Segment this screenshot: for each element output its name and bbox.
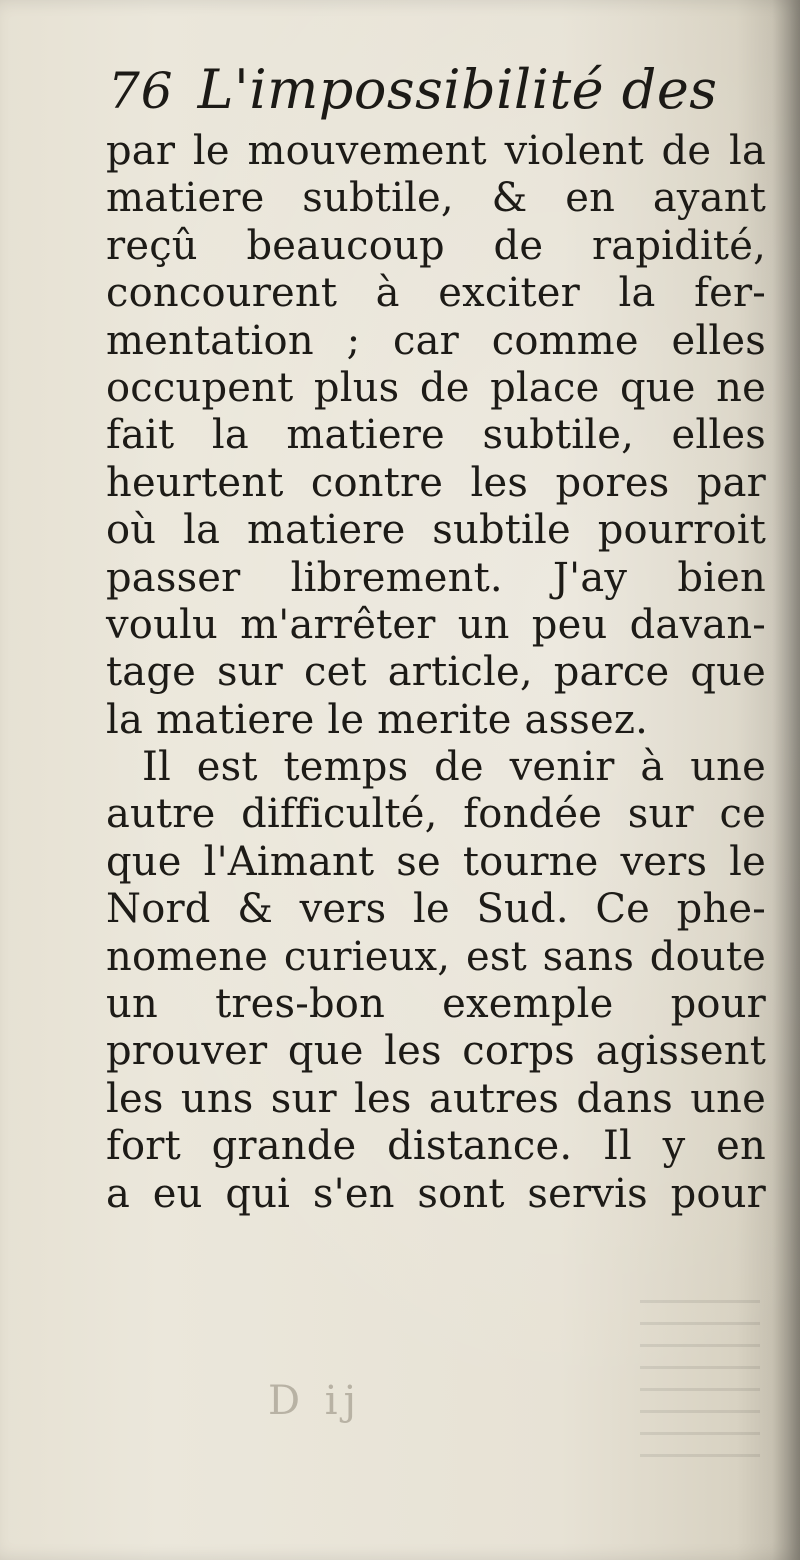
- text-line: passer librement. J'ay bien: [106, 554, 766, 601]
- text-line: fort grande distance. Il y en: [106, 1123, 766, 1170]
- text-line: occupent plus de place que ne: [106, 364, 766, 411]
- text-line: heurtent contre les pores par: [106, 459, 766, 506]
- text-line: les uns sur les autres dans une: [106, 1075, 766, 1122]
- text-line: mentation ; car comme elles: [106, 317, 766, 364]
- text-line: nomene curieux, est sans doute: [106, 933, 766, 980]
- show-through-texture: [640, 1300, 760, 1460]
- text-line: prouver que les corps agissent: [106, 1028, 766, 1075]
- text-line: un tres-bon exemple pour: [106, 981, 766, 1028]
- text-line: Nord & vers le Sud. Ce phe-: [106, 886, 766, 933]
- page-edge-shadow: [772, 0, 800, 1560]
- text-line: où la matiere subtile pourroit: [106, 507, 766, 554]
- signature-mark: D ij: [268, 1378, 362, 1424]
- text-line: fait la matiere subtile, elles: [106, 412, 766, 459]
- text-line: matiere subtile, & en ayant: [106, 175, 766, 222]
- text-line: autre difficulté, fondée sur ce: [106, 791, 766, 838]
- text-line: a eu qui s'en sont servis pour: [106, 1170, 766, 1217]
- text-line: reçû beaucoup de rapidité,: [106, 222, 766, 269]
- text-line: la matiere le merite assez.: [106, 696, 649, 743]
- text-line: concourent à exciter la fer-: [106, 270, 766, 317]
- text-line: voulu m'arrêter un peu davan-: [106, 601, 766, 648]
- body-text: [106, 128, 766, 1218]
- running-head: L'impossibilité des: [197, 58, 718, 121]
- paragraph-start-line: Il est temps de venir à une: [142, 744, 766, 791]
- page-header: [108, 58, 748, 138]
- page-number: 76: [108, 62, 174, 120]
- text-line: que l'Aimant se tourne vers le: [106, 838, 766, 885]
- text-line: tage sur cet article, parce que: [106, 649, 766, 696]
- text-line: par le mouvement violent de la: [106, 128, 766, 174]
